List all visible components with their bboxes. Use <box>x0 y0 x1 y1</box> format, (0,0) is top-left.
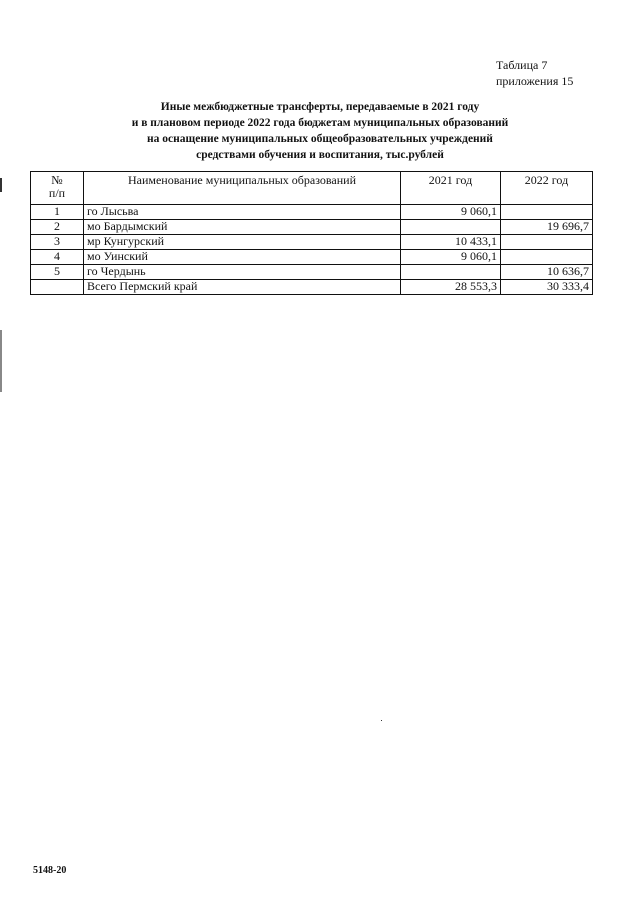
document-title <box>60 99 580 163</box>
title-line: на оснащение муниципальных общеобразовательных учреждений <box>147 133 493 145</box>
appendix-label: приложения 15 <box>496 74 574 88</box>
table-row <box>31 250 593 265</box>
column-header-2022: 2022 год <box>501 172 593 205</box>
total-2021: 28 553,3 <box>401 280 501 295</box>
scan-dot <box>381 720 382 721</box>
amount-2022: 19 696,7 <box>501 220 593 235</box>
municipality-name: мо Бардымский <box>84 220 401 235</box>
title-line: и в плановом периоде 2022 года бюджетам муниципальных образований <box>131 117 509 129</box>
amount-2021 <box>401 220 501 235</box>
row-number: 4 <box>31 250 84 265</box>
amount-2021: 10 433,1 <box>401 235 501 250</box>
table-row <box>31 265 593 280</box>
table-row <box>31 235 593 250</box>
amount-2022 <box>501 235 593 250</box>
row-number <box>31 280 84 295</box>
transfers-table <box>30 171 593 295</box>
municipality-name: мо Уинский <box>84 250 401 265</box>
total-row <box>31 280 593 295</box>
document-code: 5148-20 <box>33 865 67 876</box>
municipality-name: го Лысьва <box>84 205 401 220</box>
amount-2022 <box>501 205 593 220</box>
scan-edge-mark <box>0 330 2 392</box>
scan-edge-mark <box>0 178 2 192</box>
row-number: 1 <box>31 205 84 220</box>
municipality-name: го Чердынь <box>84 265 401 280</box>
row-number: 3 <box>31 235 84 250</box>
column-header-name: Наименование муниципальных образований <box>84 172 401 205</box>
amount-2022: 10 636,7 <box>501 265 593 280</box>
title-line: средствами обучения и воспитания, тыс.рублей <box>196 149 444 161</box>
municipality-name: мр Кунгурский <box>84 235 401 250</box>
amount-2021: 9 060,1 <box>401 250 501 265</box>
total-2022: 30 333,4 <box>501 280 593 295</box>
table-reference <box>496 57 573 89</box>
table-row <box>31 220 593 235</box>
table-label: Таблица 7 <box>496 58 548 72</box>
column-header-number: № п/п <box>31 172 84 205</box>
table-header-row <box>31 172 593 205</box>
row-number: 2 <box>31 220 84 235</box>
row-number: 5 <box>31 265 84 280</box>
amount-2022 <box>501 250 593 265</box>
total-label: Всего Пермский край <box>84 280 401 295</box>
amount-2021: 9 060,1 <box>401 205 501 220</box>
table-row <box>31 205 593 220</box>
amount-2021 <box>401 265 501 280</box>
column-header-2021: 2021 год <box>401 172 501 205</box>
title-line: Иные межбюджетные трансферты, передаваемые в 2021 году <box>160 101 480 113</box>
